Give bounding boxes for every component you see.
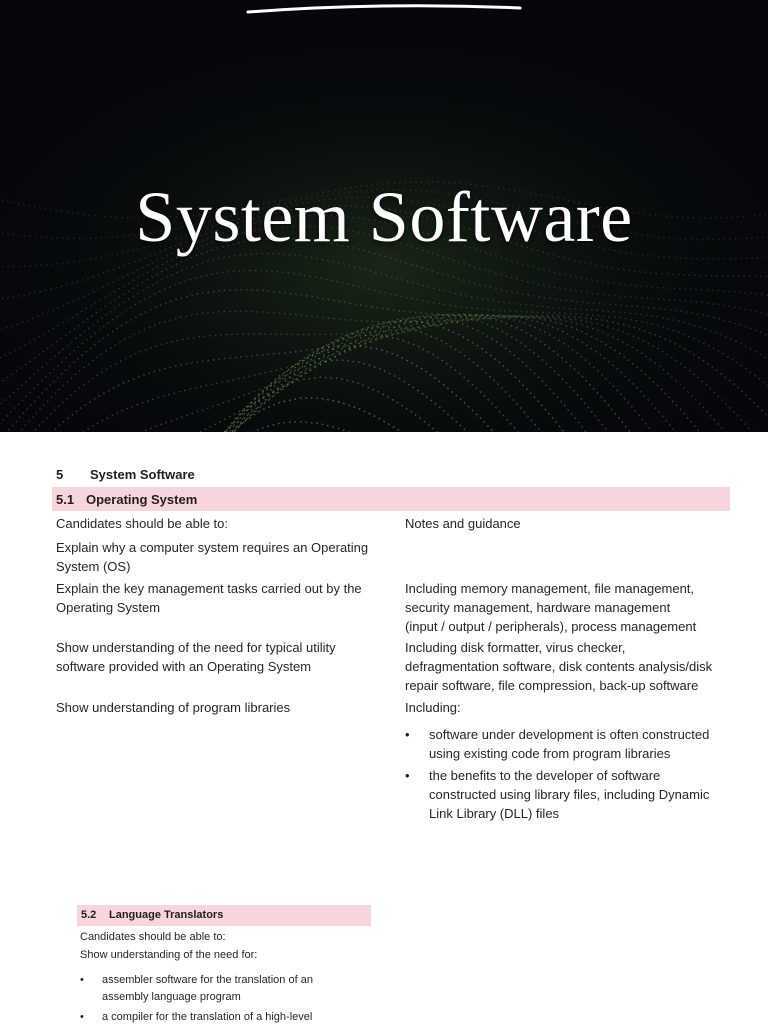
title-underline xyxy=(0,0,768,20)
chapter-title: System Software xyxy=(90,467,195,482)
notes-utility-software: Including disk formatter, virus checker, defragmentation software, disk contents analysis/disk repair software, file compression, back-up software xyxy=(405,640,713,693)
objective-utility-software: Show understanding of the need for typical utility software provided with an Operating System xyxy=(56,640,336,674)
candidates-header: Candidates should be able to: xyxy=(80,931,226,943)
section-intro: Show understanding of the need for: xyxy=(80,949,258,961)
bullet-icon: • xyxy=(80,1011,84,1023)
section-title: Language Translators xyxy=(109,909,224,921)
notes-header: Notes and guidance xyxy=(405,516,521,531)
section-header-5-1 xyxy=(52,487,730,511)
objective-why-os: Explain why a computer system requires an Operating System (OS) xyxy=(56,540,369,574)
objective-management-tasks: Explain the key management tasks carried out by the Operating System xyxy=(56,581,362,615)
notes-program-libraries: Including: xyxy=(405,700,461,715)
section-number: 5.2 xyxy=(81,909,97,921)
title-banner xyxy=(0,0,768,432)
syllabus-page: 5 System Software 5.1 Operating System Candidates should be able to: Notes and guidance Explain why a computer system requires an Operating System (OS) Explain the key management tasks carried out by the Operating System Including memory management, file management, security management, hardware management (input / output / peripherals), process management Show understanding of the need for typical utility software provided with an Operating System Including disk formatter, virus checker, defragmentation software, disk contents analysis/disk repair software, file compression, back-up software Show understanding of program libraries Including: • software under development is often constructed using existing code from program libraries • the benefits to the developer of software constructed using library files, including Dynamic Link Library (DLL) files 5.2 Language Translators Candidates should be able to: Show understanding of the need for: • assembler software for the translation of an assembly language program • a compiler for the translation of a high-level xyxy=(0,432,768,1024)
chapter-number: 5 xyxy=(56,467,64,482)
candidates-header: Candidates should be able to: xyxy=(56,516,229,531)
banner-title: System Software xyxy=(135,177,633,257)
section-title: Operating System xyxy=(86,492,198,507)
notes-management-tasks: Including memory management, file management, security management, hardware management (input / output / peripherals), process management xyxy=(405,581,697,634)
bullet-icon: • xyxy=(80,974,84,986)
bullet-icon: • xyxy=(405,727,410,742)
bullet-icon: • xyxy=(405,768,410,783)
section-header-5-2 xyxy=(77,905,371,926)
section-number: 5.1 xyxy=(56,492,75,507)
objective-program-libraries: Show understanding of program libraries xyxy=(56,700,291,715)
